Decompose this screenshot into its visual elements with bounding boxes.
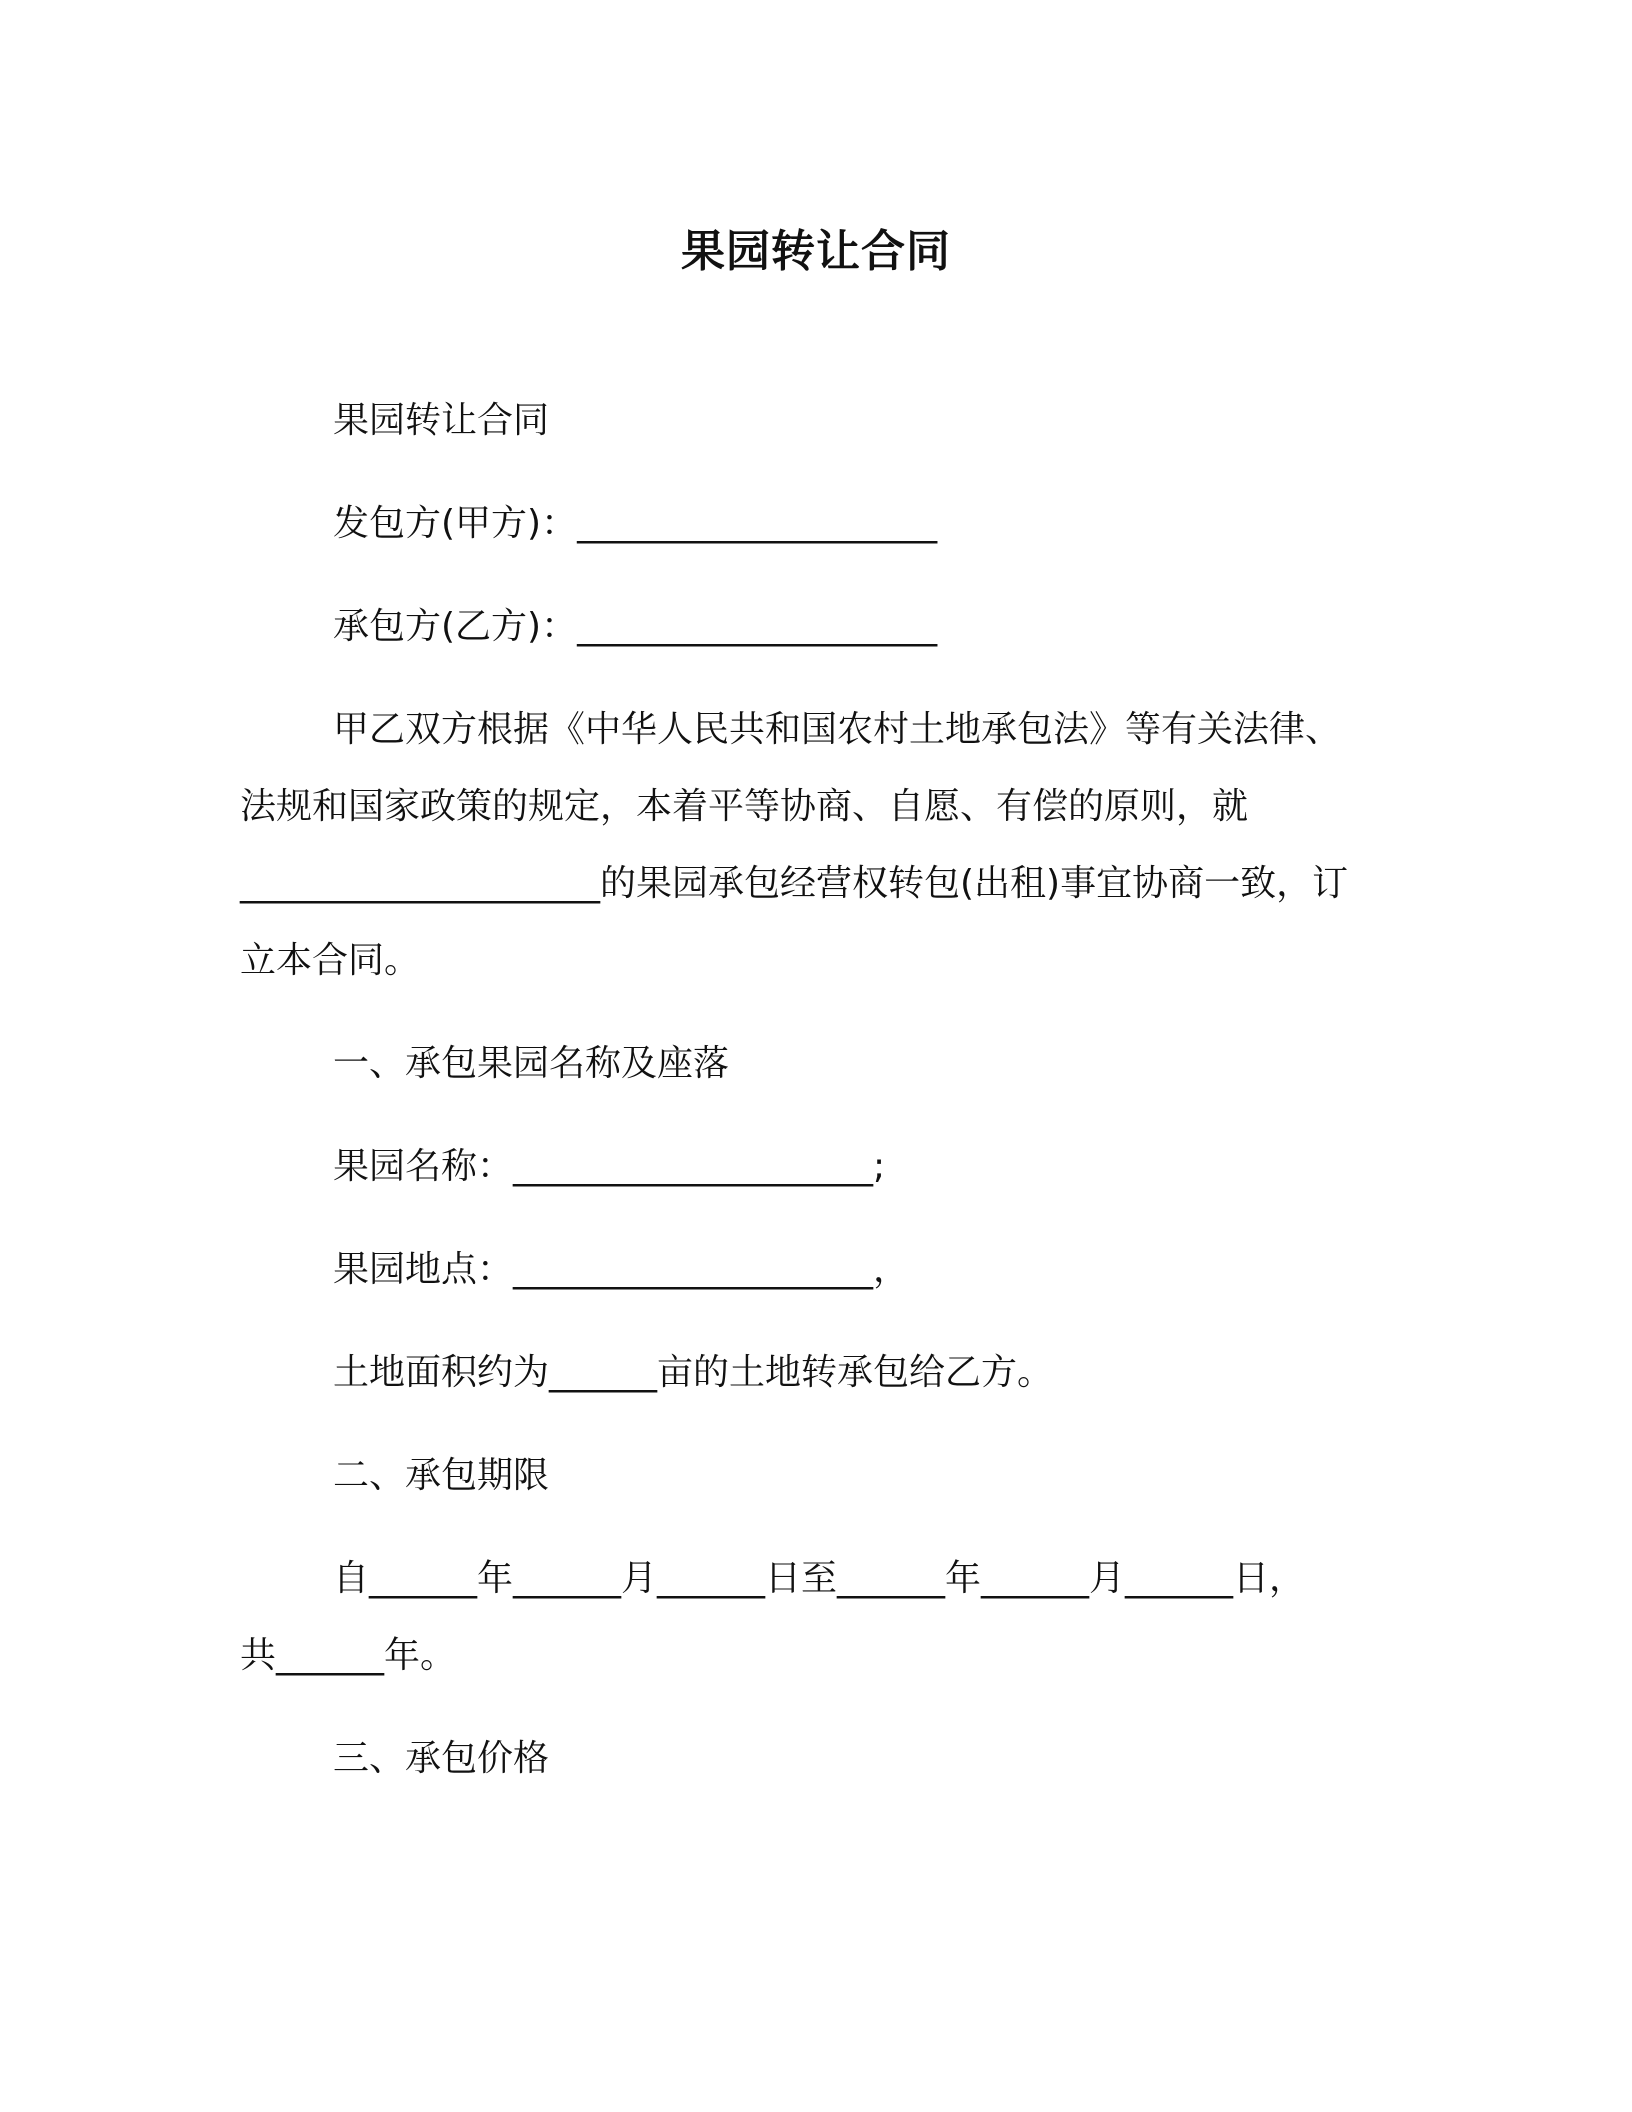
party-a-line: 发包方(甲方)：____________________ <box>333 503 938 544</box>
intro-line-2: 法规和国家政策的规定，本着平等协商、自愿、有偿的原则，就 <box>240 786 1249 827</box>
section-2-heading: 二、承包期限 <box>333 1455 550 1496</box>
orchard-location-line: 果园地点：____________________， <box>333 1249 910 1290</box>
party-b-line: 承包方(乙方)：____________________ <box>333 606 938 647</box>
section-1-heading: 一、承包果园名称及座落 <box>333 1043 730 1084</box>
term-line-2: 共______年。 <box>240 1635 457 1676</box>
section-3-heading: 三、承包价格 <box>333 1738 550 1779</box>
land-area-line: 土地面积约为______亩的土地转承包给乙方。 <box>333 1352 1054 1393</box>
intro-line-3: ____________________的果园承包经营权转包(出租)事宜协商一致，订 <box>240 863 1349 904</box>
term-line-1: 自______年______月______日至______年______月______日， <box>333 1558 1305 1599</box>
subtitle: 果园转让合同 <box>333 400 550 441</box>
document-title: 果园转让合同 <box>681 226 951 277</box>
intro-line-4: 立本合同。 <box>240 940 421 981</box>
intro-line-1: 甲乙双方根据《中华人民共和国农村土地承包法》等有关法律、 <box>333 709 1342 750</box>
orchard-name-line: 果园名称：____________________; <box>333 1146 886 1187</box>
